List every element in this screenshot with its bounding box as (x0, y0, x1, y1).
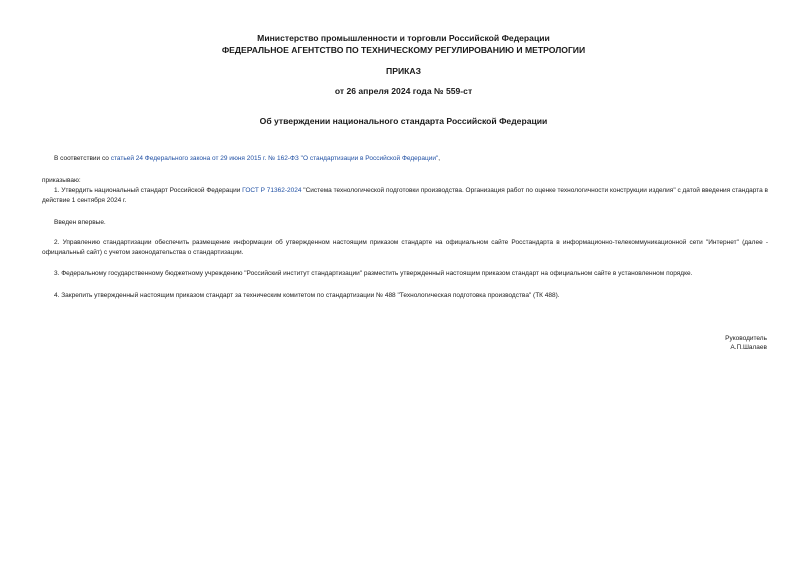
doc-title: Об утверждении национального стандарта Российской Федерации (259, 116, 548, 126)
item-3-paragraph: 3. Федеральному государственному бюджетному учреждению "Российский институт стандартизации" разместить утвержденный настоящим приказом стандарт на официальном сайте в установленном порядке. (54, 270, 693, 277)
introduced-note: Введен впервые. (54, 219, 106, 226)
item-2-paragraph: 2. Управлению стандартизации обеспечить размещение информации об утвержденном настоящим приказом стандарте на официальном сайте Росстандарта в информационно-телекоммуникационной сети "Интернет" (далее - официальный сайт) с учетом законодательства о стандартизации. (42, 239, 768, 256)
preamble-end: , (438, 155, 441, 162)
signatory-name: А.П.Шалаев (730, 344, 767, 351)
federal-law-link[interactable]: статьей 24 Федерального закона от 29 июня 2015 г. № 162-ФЗ "О стандартизации в Российской Федерации" (110, 155, 439, 162)
preamble-text: В соответствии со (54, 155, 111, 162)
item-4-paragraph: 4. Закрепить утвержденный настоящим приказом стандарт за техническим комитетом по стандартизации № 488 "Технологическая подготовка производства" (ТК 488). (54, 292, 560, 299)
ministry-name: Министерство промышленности и торговли Российской Федерации (257, 33, 550, 43)
preamble-paragraph (42, 154, 768, 164)
item-1-paragraph (42, 186, 768, 205)
item-1-text: 1. Утвердить национальный стандарт Российской Федерации (54, 187, 243, 194)
gost-link[interactable]: ГОСТ Р 71362-2024 (242, 187, 302, 194)
doc-type: ПРИКАЗ (386, 66, 421, 76)
doc-date-number: от 26 апреля 2024 года № 559-ст (334, 86, 473, 96)
signatory-position: Руководитель (725, 335, 767, 342)
order-word: приказываю: (42, 177, 81, 184)
agency-name: ФЕДЕРАЛЬНОЕ АГЕНТСТВО ПО ТЕХНИЧЕСКОМУ РЕГУЛИРОВАНИЮ И МЕТРОЛОГИИ (221, 45, 586, 55)
item-1-rest: "Система технологической подготовки производства. Организация работ по оценке технологичности конструкции изделия" с датой введения стандарта в действие 1 сентября 2024 г. (42, 187, 769, 204)
